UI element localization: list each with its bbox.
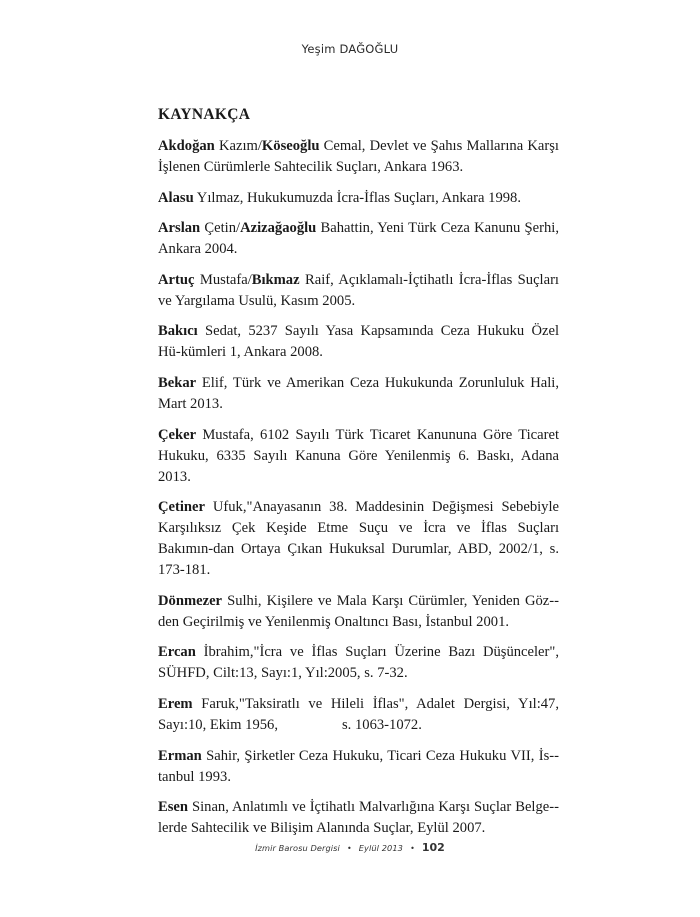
reference-text: Cemal, Devlet ve Şahıs Mallarına Karşı İşlenen Cürümlerle Sahtecilik Suçları, Ankara 1963. <box>158 138 559 175</box>
reference-text: Faruk,"Taksiratlı ve Hileli İflas", Adalet Dergisi, Yıl:47, Sayı:10, Ekim 1956, <box>158 695 559 733</box>
reference-text: Sahir, Şirketler Ceza Hukuku, Ticari Ceza Hukuku VII, İs-tanbul 1993. <box>158 747 559 785</box>
author-surname: Ercan <box>158 644 196 661</box>
author-surname: Arslan <box>158 220 201 237</box>
footer-separator: • <box>346 844 352 853</box>
author-surname: Esen <box>158 799 189 816</box>
reference-text: Mustafa, 6102 Sayılı Türk Ticaret Kanununa Göre Ticaret Hukuku, 6335 Sayılı Kanuna Göre Yenilenmiş 6. Baskı, Adana 2013. <box>158 426 559 485</box>
reference-entry <box>158 694 559 736</box>
bibliography <box>158 104 559 849</box>
reference-entry <box>158 188 559 209</box>
reference-text: Ufuk,"Anayasanın 38. Maddesinin Değişmesi Sebebiyle Karşılıksız Çek Keşide Etme Suçu ve İcra ve İflas Suçları Bakımın-dan Ortaya Çıkan Hukuksal Durumlar, ABD, 2002/1, s. 173-181. <box>158 499 559 579</box>
reference-entry <box>158 373 559 415</box>
author-surname: Dönmezer <box>158 592 223 609</box>
reference-entry <box>158 591 559 633</box>
reference-entry <box>158 642 559 684</box>
reference-text: Sulhi, Kişilere ve Mala Karşı Cürümler, Yeniden Göz-den Geçirilmiş ve Yenilenmiş Onaltıncı Bası, İstanbul 2001. <box>158 592 559 630</box>
section-title: KAYNAKÇA <box>158 106 251 123</box>
reference-entry <box>158 497 559 581</box>
reference-text: Mustafa/ <box>194 271 252 288</box>
page-footer <box>0 836 700 855</box>
footer-journal: İzmir Barosu Dergisi <box>255 843 340 853</box>
reference-entry <box>158 746 559 788</box>
author-surname: Bıkmaz <box>251 271 300 288</box>
reference-list <box>158 136 559 839</box>
author-surname: Erman <box>158 747 202 764</box>
reference-text: Raif, Açıklamalı-İçtihatlı İcra-İflas Suçları ve Yargılama Usulü, Kasım 2005. <box>158 271 559 309</box>
footer-separator-2: • <box>410 844 415 853</box>
running-header: Yeşim DAĞOĞLU <box>301 42 399 56</box>
footer-date: Eylül 2013 <box>358 843 403 853</box>
reference-text: Çetin/ <box>200 220 241 237</box>
author-surname: Erem <box>158 695 193 712</box>
author-surname: Çeker <box>158 426 197 443</box>
author-surname: Artuç <box>158 271 195 288</box>
reference-text: İbrahim,"İcra ve İflas Suçları Üzerine Bazı Düşünceler", SÜHFD, Cilt:13, Sayı:1, Yıl:2005, s. 7-32. <box>158 644 559 682</box>
page-number: 102 <box>421 841 445 854</box>
reference-entry <box>158 218 559 260</box>
reference-entry <box>158 270 559 312</box>
author-surname: Köseoğlu <box>261 138 320 154</box>
reference-text: Yılmaz, Hukukumuzda İcra-İflas Suçları, Ankara 1998. <box>193 189 521 206</box>
author-surname: Bakıcı <box>158 323 198 340</box>
reference-entry <box>158 425 559 488</box>
author-surname: Bekar <box>158 374 197 391</box>
author-surname: Alasu <box>158 189 194 206</box>
reference-entry <box>158 797 559 839</box>
reference-text: Sedat, 5237 Sayılı Yasa Kapsamında Ceza Hukuku Özel Hü-kümleri 1, Ankara 2008. <box>158 323 559 361</box>
reference-text: Sinan, Anlatımlı ve İçtihatlı Malvarlığına Karşı Suçlar Belge-lerde Sahtecilik ve Bilişim Alanında Suçlar, Eylül 2007. <box>158 799 559 837</box>
author-surname: Azizağaoğlu <box>240 220 317 237</box>
reference-entry <box>158 321 559 363</box>
reference-text: Kazım/ <box>214 138 262 154</box>
reference-text: Bahattin, Yeni Türk Ceza Kanunu Şerhi, Ankara 2004. <box>158 220 560 258</box>
author-surname: Çetiner <box>158 499 206 516</box>
author-surname: Akdoğan <box>158 138 215 154</box>
reference-text: s. 1063-1072. <box>342 716 422 733</box>
reference-entry <box>158 136 559 178</box>
reference-text: Elif, Türk ve Amerikan Ceza Hukukunda Zorunluluk Hali, Mart 2013. <box>158 374 559 412</box>
